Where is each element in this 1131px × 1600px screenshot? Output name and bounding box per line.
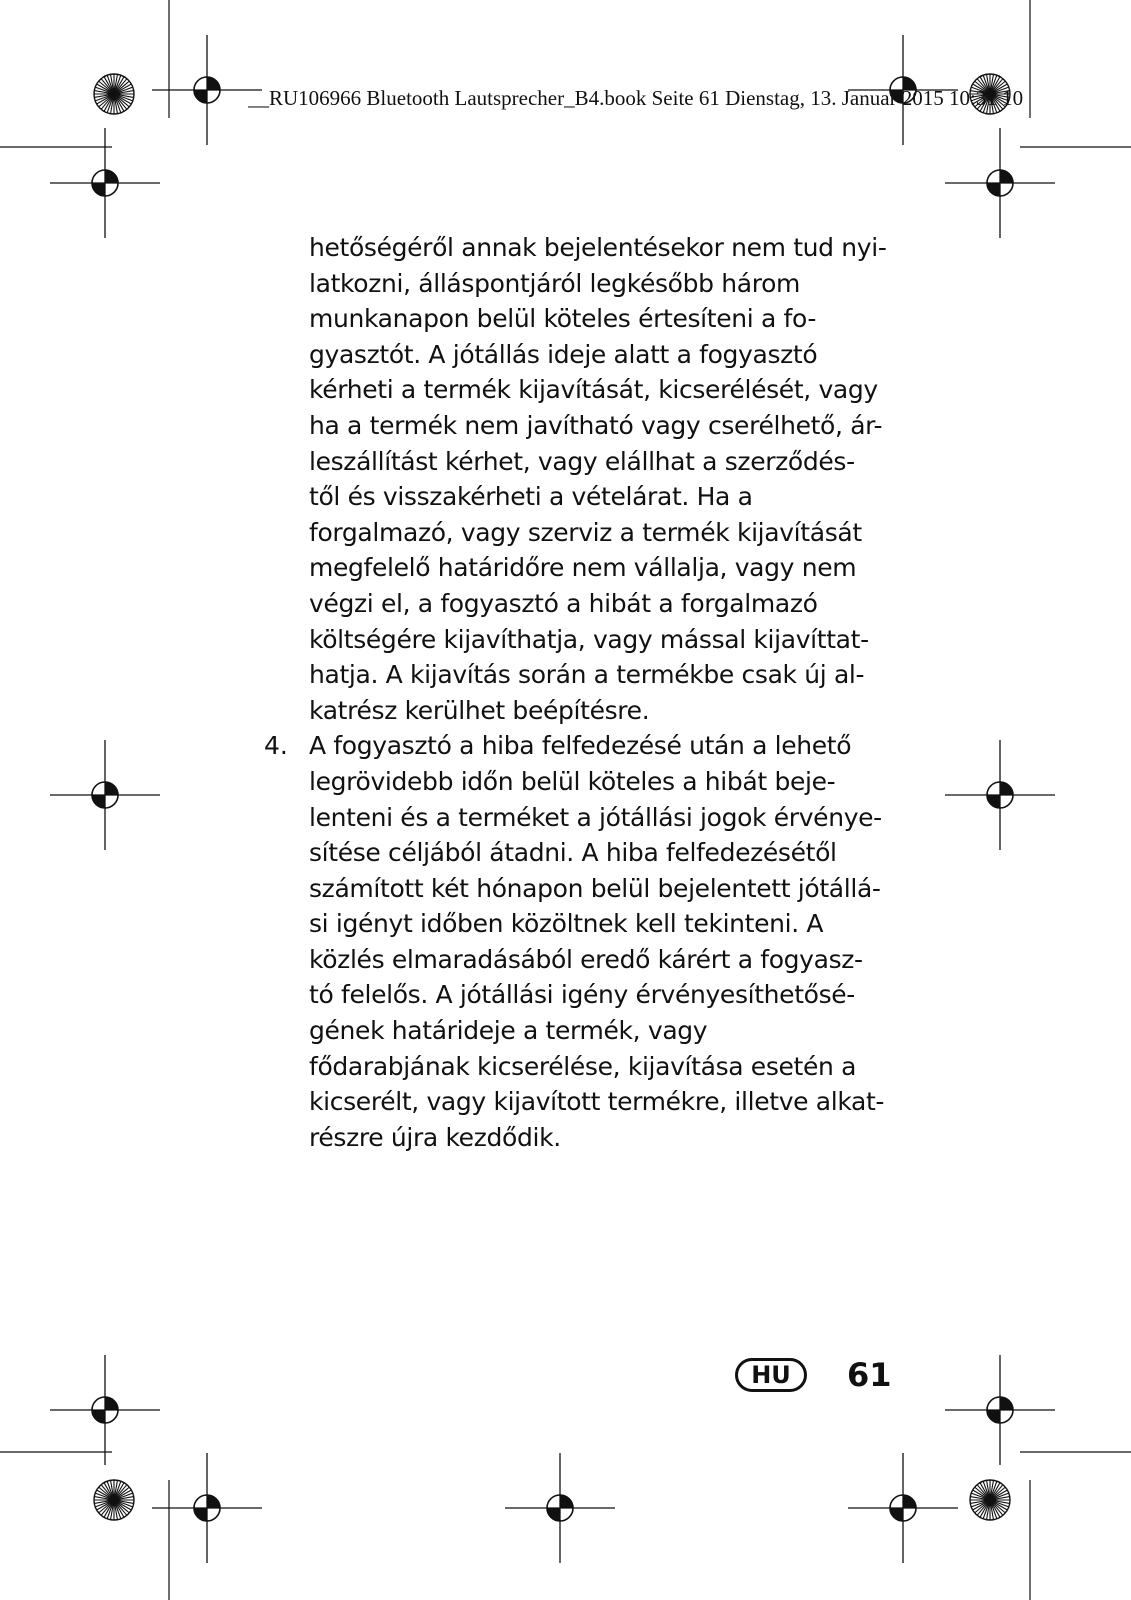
- text-line: leszállítást kérhet, vagy elállhat a szerződés-: [309, 446, 855, 476]
- registration-mark: [945, 128, 1055, 238]
- text-line: forgalmazó, vagy szerviz a termék kijavítását: [309, 517, 862, 547]
- text-line: gyasztót. A jótállás ideje alatt a fogyasztó: [309, 339, 818, 369]
- page-footer: [735, 1356, 892, 1394]
- text-line: megfelelő határidőre nem vállalja, vagy nem: [309, 553, 857, 583]
- registration-mark: [945, 1355, 1055, 1465]
- text-line: gének határideje a termék, vagy: [309, 1016, 708, 1046]
- list-item-number: 4.: [264, 731, 288, 761]
- warranty-text: [264, 230, 899, 1155]
- text-line: számított két hónapon belül bejelentett jótállá-: [309, 873, 881, 903]
- text-line: közlés elmaradásából eredő kárért a fogyasz-: [309, 944, 863, 974]
- list-item-4: [264, 728, 899, 1155]
- registration-mark: [848, 1453, 958, 1563]
- registration-mark: [50, 1355, 160, 1465]
- starburst-mark: [970, 1480, 1010, 1520]
- text-line: től és visszakérheti a vételárat. Ha a: [309, 482, 753, 512]
- text-line: kérheti a termék kijavítását, kicserélését, vagy: [309, 375, 878, 405]
- text-line: si igényt időben közöltnek kell tekinteni. A: [309, 909, 824, 939]
- text-line: ha a termék nem javítható vagy cserélhető, ár-: [309, 410, 883, 440]
- page-number: 61: [847, 1356, 892, 1394]
- registration-mark: [50, 128, 160, 238]
- starburst-mark: [94, 1480, 134, 1520]
- text-line: költségére kijavíthatja, vagy mással kijavíttat-: [309, 624, 869, 654]
- text-line: tó felelős. A jótállási igény érvényesíthetősé-: [309, 980, 855, 1010]
- starburst-mark: [94, 74, 134, 114]
- text-line: munkanapon belül köteles értesíteni a fo-: [309, 304, 817, 334]
- registration-mark: [945, 740, 1055, 850]
- registration-mark: [50, 740, 160, 850]
- print-slug-header: __RU106966 Bluetooth Lautsprecher_B4.book Seite 61 Dienstag, 13. Januar 2015 10:31 10: [248, 86, 1024, 110]
- registration-mark: [505, 1453, 615, 1563]
- text-line: hetőségéről annak bejelentésekor nem tud nyi-: [309, 233, 887, 262]
- text-line: legrövidebb időn belül köteles a hibát beje-: [309, 766, 836, 796]
- text-line: A fogyasztó a hiba felfedezésé után a lehető: [309, 731, 852, 761]
- text-line: végzi el, a fogyasztó a hibát a forgalmazó: [309, 588, 818, 618]
- text-line: sítése céljából átadni. A hiba felfedezésétől: [309, 838, 837, 868]
- text-line: katrész kerülhet beépítésre.: [309, 695, 650, 725]
- text-line: részre újra kezdődik.: [309, 1122, 561, 1152]
- text-line: hatja. A kijavítás során a termékbe csak új al-: [309, 660, 865, 690]
- text-line: kicserélt, vagy kijavított termékre, illetve alkat-: [309, 1087, 885, 1117]
- text-line: latkozni, álláspontjáról legkésőbb három: [309, 268, 801, 298]
- text-line: fődarabjának kicserélése, kijavítása esetén a: [309, 1051, 857, 1081]
- language-badge: HU: [735, 1358, 807, 1392]
- text-line: lenteni és a terméket a jótállási jogok érvénye-: [309, 802, 882, 832]
- continuation-paragraph: [309, 230, 899, 728]
